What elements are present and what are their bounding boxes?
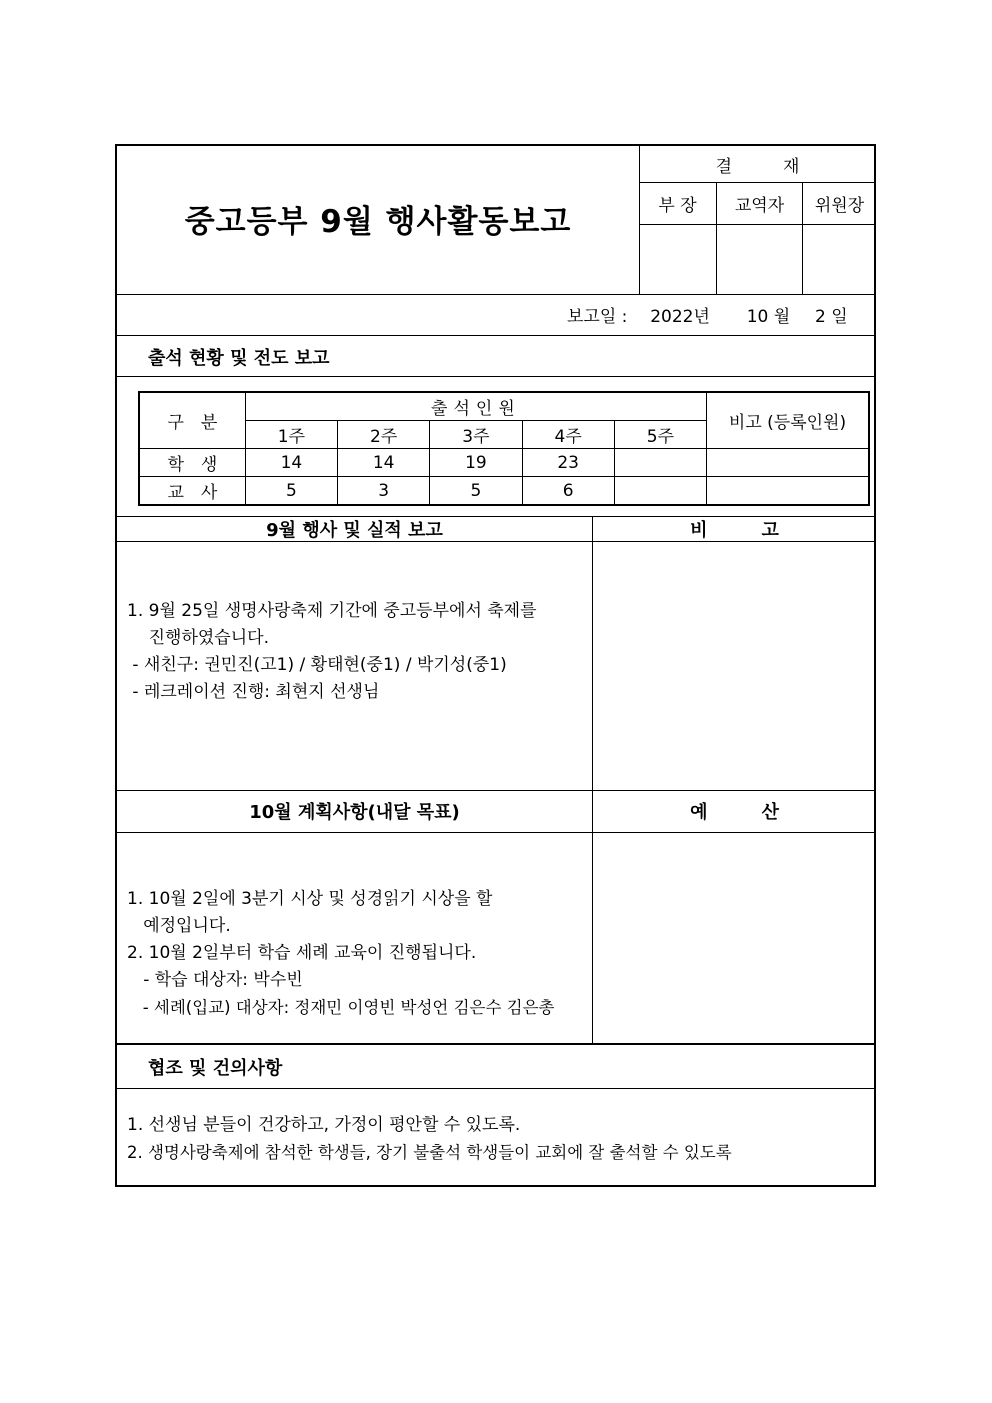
attendance-table — [138, 391, 870, 506]
page-title: 중고등부 9월 행사활동보고 — [184, 204, 572, 240]
cell-value[interactable]: 23 — [522, 449, 614, 477]
approval-role-director: 부 장 — [658, 195, 697, 216]
september-line: - 레크레이션 진행: 최현지 선생님 — [127, 682, 380, 702]
col-week-5: 5주 — [614, 421, 706, 449]
cooperation-content — [127, 1112, 732, 1166]
cell-value[interactable]: 14 — [338, 449, 430, 477]
approval-role-chair: 위원장 — [814, 195, 865, 216]
approval-role-pastor: 교역자 — [734, 195, 785, 216]
report-date-year: 2022년 — [650, 307, 710, 327]
col-category: 구 분 — [139, 392, 245, 449]
cooperation-line: 2. 생명사랑축제에 참석한 학생들, 장기 불출석 학생들이 교회에 잘 출석할 수 있도록 — [127, 1143, 732, 1162]
col-attendance-group: 출석인원 — [245, 392, 706, 421]
report-date — [567, 302, 848, 327]
report-date-month: 10 월 — [746, 307, 791, 327]
signature-box-pastor[interactable] — [717, 225, 802, 293]
col-week-4: 4주 — [522, 421, 614, 449]
col-week-2: 2주 — [338, 421, 430, 449]
october-line: - 학습 대상자: 박수빈 — [127, 970, 303, 990]
divider — [592, 516, 593, 1044]
divider — [117, 335, 876, 336]
col-week-3: 3주 — [430, 421, 522, 449]
divider — [117, 1043, 876, 1045]
table-row — [139, 449, 869, 477]
cooperation-header: 협조 및 건의사항 — [148, 1058, 283, 1079]
divider — [117, 541, 876, 542]
september-line: 진행하였습니다. — [127, 628, 269, 648]
divider — [117, 294, 876, 295]
october-line: 2. 10월 2일부터 학습 세례 교육이 진행됩니다. — [127, 943, 477, 963]
divider — [117, 832, 876, 833]
cell-value[interactable]: 6 — [522, 477, 614, 506]
report-date-day: 2 일 — [815, 307, 848, 327]
signature-box-director[interactable] — [640, 225, 716, 293]
october-line: - 세례(입교) 대상자: 정재민 이영빈 박성언 김은수 김은총 — [127, 998, 555, 1017]
row-label-students: 학 생 — [139, 449, 245, 477]
cell-value[interactable]: 14 — [245, 449, 337, 477]
signature-box-chair[interactable] — [803, 225, 876, 293]
divider — [117, 376, 876, 377]
september-note-header: 비 고 — [690, 519, 779, 541]
september-line: 1. 9월 25일 생명사랑축제 기간에 중고등부에서 축제를 — [127, 601, 537, 621]
report-date-label: 보고일 : — [567, 307, 628, 327]
row-label-teachers: 교 사 — [139, 477, 245, 506]
cell-value[interactable]: 19 — [430, 449, 522, 477]
september-content — [127, 598, 537, 706]
table-row — [139, 477, 869, 506]
report-form — [115, 144, 876, 1187]
september-header: 9월 행사 및 실적 보고 — [266, 519, 443, 541]
cell-note[interactable] — [707, 449, 869, 477]
approval-header: 결 재 — [715, 156, 800, 177]
cell-value[interactable]: 5 — [245, 477, 337, 506]
october-line: 예정입니다. — [127, 916, 231, 936]
col-note: 비고 (등록인원) — [707, 392, 869, 449]
october-content — [127, 886, 555, 1021]
september-line: - 새친구: 권민진(고1) / 황태현(중1) / 박기성(중1) — [127, 655, 507, 675]
cell-value[interactable] — [614, 449, 706, 477]
cell-value[interactable]: 5 — [430, 477, 522, 506]
october-header: 10월 계획사항(내달 목표) — [249, 802, 460, 823]
cell-value[interactable]: 3 — [338, 477, 430, 506]
october-budget-header: 예 산 — [690, 802, 779, 823]
attendance-section-title: 출석 현황 및 전도 보고 — [148, 348, 330, 369]
divider — [117, 1088, 876, 1089]
cell-note[interactable] — [707, 477, 869, 506]
october-line: 1. 10월 2일에 3분기 시상 및 성경읽기 시상을 할 — [127, 889, 493, 909]
cooperation-line: 1. 선생님 분들이 건강하고, 가정이 평안할 수 있도록. — [127, 1115, 521, 1135]
cell-value[interactable] — [614, 477, 706, 506]
col-week-1: 1주 — [245, 421, 337, 449]
